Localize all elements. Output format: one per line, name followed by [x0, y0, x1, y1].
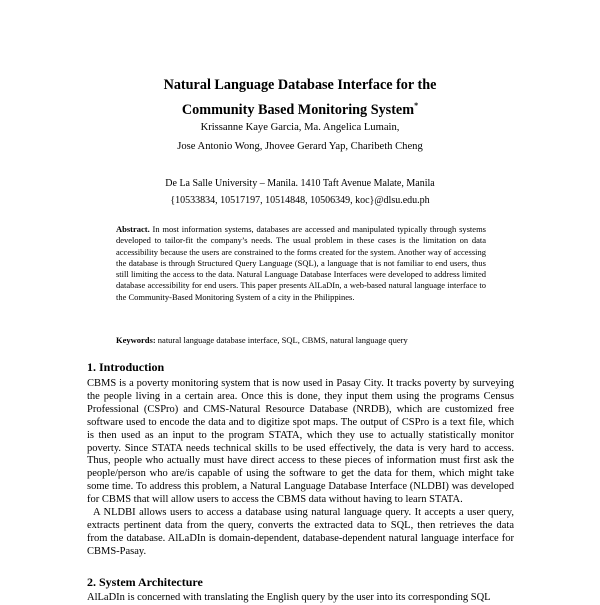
section-1-heading: 1. Introduction — [87, 360, 165, 374]
paper-title-text: Community Based Monitoring System — [181, 102, 415, 118]
keywords — [116, 335, 496, 346]
affiliation: De La Salle University – Manila. 1410 Taft Avenue Malate, Manila — [165, 178, 435, 189]
abstract-text: In most information systems, databases are accessed and manipulated typically through systems developed to tailor-fit the company’s needs. The usual problem in these cases is the limitation on data accessibility because the users are constrained to the forms created for the system. Another way of accessing the database is through Structured Query Language (SQL), a language that is not familiar to end users, thus still limiting the access to the data. Natural Language Database Interfaces were developed to address limited database accessibility for end users. This paper presents AlLaDIn, a web-based natural language interface to the Community-Based Monitoring System of a city in the Philippines. — [116, 224, 486, 302]
title-footnote-mark: * — [414, 101, 419, 110]
authors-line-1: Krissanne Kaye Garcia, Ma. Angelica Lumain, — [200, 122, 400, 133]
section-2-heading: 2. System Architecture — [87, 575, 203, 589]
section-1-paragraph-1: CBMS is a poverty monitoring system that is now used in Pasay City. It tracks poverty by surveying the people living in a certain area. Once this is done, they input them using the programs Census Professional (CSPro) and CMS-Natural Resource Database (NRDB), which are customized free software used to encode the data and to digitize spot maps. The output of CSPro is a text file, which is then used as an input to the program STATA, which they use to actually statistically monitor poverty. Since STATA needs technical skills to be used effectively, the data is very hard to access. Thus, people who actually must have direct access to these pieces of information must first ask the people/person who are/is capable of using the software to get the data for them, which might take some time. To address this problem, a Natural Language Database Interface (NLDBI) was developed for CBMS that will allow users to access the CBMS data without having to learn STATA. — [87, 378, 514, 506]
section-1-paragraph-2: A NLDBI allows users to access a database using natural language query. It accepts a user query, extracts pertinent data from the query, converts the extracted data to SQL, then retrieves the data from the database. AlLaDIn is domain-dependent, database-dependent natural language interface for CBMS-Pasay. — [87, 507, 514, 557]
abstract-label: Abstract. — [116, 224, 150, 234]
paper-title-line-2 — [0, 96, 600, 120]
keywords-label: Keywords: — [116, 335, 156, 345]
author-emails: {10533834, 10517197, 10514848, 10506349, koc}@dlsu.edu.ph — [170, 195, 430, 206]
authors-line-2: Jose Antonio Wong, Jhovee Gerard Yap, Charibeth Cheng — [177, 141, 423, 152]
abstract — [116, 224, 486, 303]
section-1-body — [87, 378, 514, 559]
section-2-paragraph-1: AlLaDIn is concerned with translating the English query by the user into its corresponding SQL — [87, 592, 491, 603]
section-2-body — [87, 592, 514, 605]
paper-title-line-1: Natural Language Database Interface for the — [163, 77, 437, 93]
keywords-text: natural language database interface, SQL, CBMS, natural language query — [155, 335, 408, 345]
